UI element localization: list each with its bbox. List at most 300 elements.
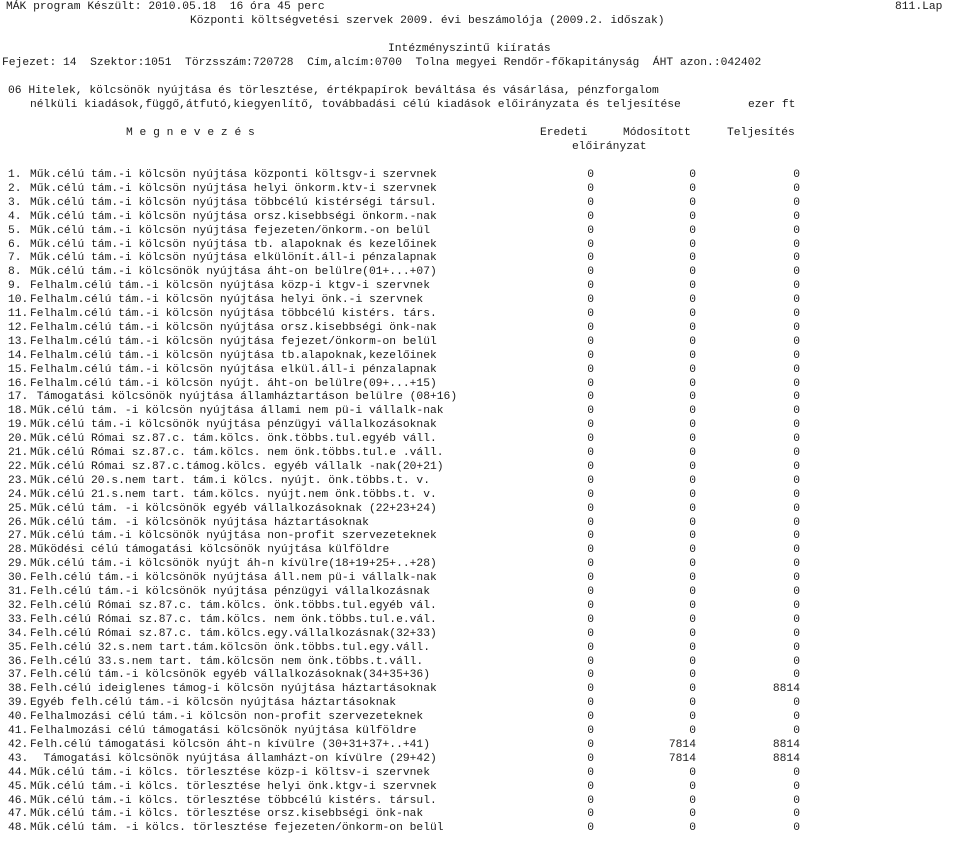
row-actual-value: 8814: [772, 752, 800, 765]
row-modified-value: 0: [689, 558, 696, 571]
table-row: [0, 502, 960, 516]
row-description: Műk.célú tám.-i kölcs. törlesztése helyi önk.ktgv-i szervnek: [30, 780, 437, 793]
table-row: [0, 807, 960, 821]
row-original-value: 0: [587, 363, 594, 376]
row-original-value: 0: [587, 641, 594, 654]
row-number: 10.: [8, 294, 29, 307]
row-original-value: 0: [587, 266, 594, 279]
row-actual-value: 0: [793, 641, 800, 654]
row-actual-value: 0: [793, 516, 800, 529]
table-row: [0, 780, 960, 794]
table-row: [0, 543, 960, 557]
row-actual-value: 0: [793, 238, 800, 251]
table-row: [0, 557, 960, 571]
row-number: 4.: [8, 210, 22, 223]
row-original-value: 0: [587, 725, 594, 737]
row-original-value: 0: [587, 433, 594, 446]
row-original-value: 0: [587, 502, 594, 515]
row-number: 28.: [8, 544, 29, 557]
row-description: Műk.célú tám.-i kölcs. törlesztése közp-i költsv-i szervnek: [30, 766, 430, 779]
table-row: [0, 738, 960, 752]
row-number: 30.: [8, 572, 29, 585]
row-modified-value: 0: [689, 433, 696, 446]
row-modified-value: 0: [689, 683, 696, 696]
row-description: Felhalm.célú tám.-i kölcsön nyújtása helyi önk.-i szervnek: [30, 294, 424, 307]
column-header-sub: előirányzat: [572, 141, 647, 153]
page-number: 811.Lap: [895, 1, 943, 13]
table-row: [0, 488, 960, 502]
table-row: [0, 182, 960, 196]
row-number: 14.: [8, 349, 29, 362]
row-number: 45.: [8, 780, 29, 793]
row-original-value: 0: [587, 419, 594, 432]
table-row: [0, 682, 960, 696]
column-header-original: Eredeti: [540, 127, 588, 139]
row-actual-value: 0: [793, 447, 800, 459]
row-original-value: 0: [587, 544, 594, 557]
row-original-value: 0: [587, 558, 594, 571]
row-number: 9.: [8, 280, 22, 293]
row-description: Műk.célú tám. -i kölcsönök nyújtása háztartásoknak: [30, 516, 369, 529]
table-row: [0, 404, 960, 418]
row-number: 19.: [8, 419, 29, 432]
row-modified-value: 0: [689, 822, 696, 835]
row-original-value: 0: [587, 822, 594, 835]
row-modified-value: 0: [689, 627, 696, 640]
row-description: Felh.célú támogatási kölcsön áht-n kívülre (30+31+37+..+41): [30, 738, 430, 751]
row-description: Műk.célú tám.-i kölcsön nyújtása központi költsgv-i szervnek: [30, 169, 437, 181]
row-description: Felh.célú 33.s.nem tart. tám.kölcsön nem önk.többs.t.váll.: [30, 655, 424, 668]
row-actual-value: 0: [793, 294, 800, 307]
row-actual-value: 0: [793, 169, 800, 181]
row-number: 12.: [8, 321, 29, 334]
row-modified-value: 0: [689, 572, 696, 585]
table-row: [0, 390, 960, 404]
column-header-name: M e g n e v e z é s: [126, 127, 255, 139]
row-description: Felh.célú Római sz.87.c. tám.kölcs.egy.vállalkozásnak(32+33): [30, 627, 437, 640]
row-number: 39.: [8, 697, 29, 710]
row-original-value: 0: [587, 196, 594, 209]
row-modified-value: 0: [689, 613, 696, 626]
row-description: Felh.célú tám.-i kölcsönök nyújtása pénzügyi vállalkozásnak: [30, 586, 430, 598]
report-header-center: Központi költségvetési szervek 2009. évi beszámolója (2009.2. időszak): [190, 15, 665, 27]
row-description: Felh.célú tám.-i kölcsönök nyújtása áll.nem pü-i vállalk-nak: [30, 572, 437, 585]
row-original-value: 0: [587, 766, 594, 779]
table-row: [0, 585, 960, 599]
row-actual-value: 0: [793, 419, 800, 432]
row-description: Műk.célú tám. -i kölcs. törlesztése fejezeten/önkorm-on belül: [30, 822, 444, 835]
table-row: [0, 529, 960, 543]
row-number: 21.: [8, 447, 29, 459]
table-row: [0, 627, 960, 641]
row-description: Támogatási kölcsönök nyújtása államháztartáson belülre (08+16): [30, 391, 458, 404]
row-actual-value: 0: [793, 669, 800, 682]
table-row: [0, 752, 960, 766]
row-number: 38.: [8, 683, 29, 696]
row-modified-value: 0: [689, 586, 696, 598]
row-modified-value: 0: [689, 238, 696, 251]
row-number: 18.: [8, 405, 29, 418]
row-modified-value: 0: [689, 474, 696, 487]
row-original-value: 0: [587, 460, 594, 473]
row-modified-value: 0: [689, 419, 696, 432]
table-row: [0, 668, 960, 682]
row-number: 31.: [8, 586, 29, 598]
row-actual-value: 0: [793, 182, 800, 195]
row-number: 5.: [8, 224, 22, 237]
row-number: 37.: [8, 669, 29, 682]
row-modified-value: 0: [689, 725, 696, 737]
row-description: Felhalm.célú tám.-i kölcsön nyújtása tb.alapoknak,kezelőinek: [30, 349, 437, 362]
row-modified-value: 0: [689, 669, 696, 682]
row-original-value: 0: [587, 599, 594, 612]
row-number: 7.: [8, 252, 22, 265]
table-row: [0, 446, 960, 460]
table-row: [0, 196, 960, 210]
row-actual-value: 0: [793, 474, 800, 487]
row-original-value: 0: [587, 683, 594, 696]
row-description: Műk.célú tám. -i kölcsönök egyéb vállalkozásoknak (22+23+24): [30, 502, 437, 515]
row-description: Felhalmozási célú támogatási kölcsönök nyújtása külföldre: [30, 725, 417, 737]
row-description: Műk.célú tám.-i kölcsön nyújtása többcélú kistérségi társul.: [30, 196, 437, 209]
row-description: Műk.célú tám.-i kölcsön nyújtása orsz.kisebbségi önkorm.-nak: [30, 210, 437, 223]
row-actual-value: 0: [793, 349, 800, 362]
row-description: Műk.célú tám.-i kölcsön nyújtása fejezeten/önkorm.-on belül: [30, 224, 430, 237]
row-modified-value: 0: [689, 252, 696, 265]
row-number: 26.: [8, 516, 29, 529]
row-original-value: 0: [587, 586, 594, 598]
row-modified-value: 0: [689, 502, 696, 515]
row-modified-value: 0: [689, 711, 696, 724]
row-actual-value: 0: [793, 308, 800, 320]
table-row: [0, 460, 960, 474]
row-original-value: 0: [587, 738, 594, 751]
row-number: 42.: [8, 738, 29, 751]
row-modified-value: 0: [689, 210, 696, 223]
row-description: Műk.célú tám.-i kölcsön nyújtása elkülönít.áll-i pénzalapnak: [30, 252, 437, 265]
row-actual-value: 0: [793, 586, 800, 598]
row-original-value: 0: [587, 613, 594, 626]
row-actual-value: 0: [793, 321, 800, 334]
row-modified-value: 0: [689, 544, 696, 557]
table-row: [0, 307, 960, 321]
row-actual-value: 0: [793, 210, 800, 223]
row-description: Műk.célú tám.-i kölcsönök nyújtása pénzügyi vállalkozásoknak: [30, 419, 437, 432]
row-modified-value: 0: [689, 780, 696, 793]
row-number: 47.: [8, 808, 29, 821]
row-modified-value: 0: [689, 766, 696, 779]
row-original-value: 0: [587, 808, 594, 821]
row-actual-value: 0: [793, 766, 800, 779]
table-row: [0, 821, 960, 835]
row-actual-value: 0: [793, 530, 800, 543]
row-actual-value: 0: [793, 433, 800, 446]
row-original-value: 0: [587, 169, 594, 181]
table-row: [0, 696, 960, 710]
row-number: 44.: [8, 766, 29, 779]
table-row: [0, 655, 960, 669]
row-actual-value: 0: [793, 405, 800, 418]
table-row: [0, 210, 960, 224]
row-number: 23.: [8, 474, 29, 487]
row-actual-value: 0: [793, 196, 800, 209]
row-modified-value: 0: [689, 405, 696, 418]
row-number: 13.: [8, 335, 29, 348]
table-row: [0, 168, 960, 182]
row-original-value: 0: [587, 377, 594, 390]
row-number: 27.: [8, 530, 29, 543]
table-row: [0, 377, 960, 391]
row-actual-value: 0: [793, 572, 800, 585]
row-actual-value: 0: [793, 613, 800, 626]
row-number: 33.: [8, 613, 29, 626]
row-actual-value: 8814: [772, 738, 800, 751]
row-number: 1.: [8, 169, 22, 181]
row-modified-value: 0: [689, 377, 696, 390]
row-description: Műk.célú tám.-i kölcsön nyújtása helyi önkorm.ktv-i szervnek: [30, 182, 437, 195]
table-row: [0, 432, 960, 446]
row-description: Felh.célú 32.s.nem tart.tám.kölcsön önk.többs.tul.egy.váll.: [30, 641, 430, 654]
table-row: [0, 794, 960, 808]
row-original-value: 0: [587, 697, 594, 710]
row-description: Egyéb felh.célú tám.-i kölcsön nyújtása háztartásoknak: [30, 697, 397, 710]
row-modified-value: 0: [689, 294, 696, 307]
table-row: [0, 279, 960, 293]
row-description: Műk.célú 21.s.nem tart. tám.kölcs. nyújt.nem önk.többs.t. v.: [30, 488, 437, 501]
row-original-value: 0: [587, 349, 594, 362]
row-original-value: 0: [587, 530, 594, 543]
table-row: [0, 613, 960, 627]
row-number: 46.: [8, 794, 29, 807]
row-actual-value: 0: [793, 266, 800, 279]
row-description: Felhalm.célú tám.-i kölcsön nyújtása többcélú kistérs. társ.: [30, 308, 437, 320]
row-description: Műk.célú 20.s.nem tart. tám.i kölcs. nyújt. önk.többs.t. v.: [30, 474, 430, 487]
row-original-value: 0: [587, 655, 594, 668]
row-original-value: 0: [587, 238, 594, 251]
table-row: [0, 335, 960, 349]
row-actual-value: 0: [793, 363, 800, 376]
row-number: 20.: [8, 433, 29, 446]
row-description: Felhalm.célú tám.-i kölcsön nyújtása fejezet/önkorm-on belül: [30, 335, 437, 348]
row-number: 35.: [8, 641, 29, 654]
row-number: 48.: [8, 822, 29, 835]
table-row: [0, 238, 960, 252]
row-actual-value: 0: [793, 780, 800, 793]
row-number: 29.: [8, 558, 29, 571]
row-actual-value: 0: [793, 655, 800, 668]
row-modified-value: 7814: [668, 752, 696, 765]
row-description: Felhalm.célú tám.-i kölcsön nyújtása orsz.kisebbségi önk-nak: [30, 321, 437, 334]
table-row: [0, 363, 960, 377]
row-original-value: 0: [587, 280, 594, 293]
row-actual-value: 0: [793, 822, 800, 835]
row-description: Műk.célú tám.-i kölcsönök nyújtása áht-on belülre(01+...+07): [30, 266, 437, 279]
row-actual-value: 0: [793, 252, 800, 265]
row-original-value: 0: [587, 182, 594, 195]
row-original-value: 0: [587, 488, 594, 501]
row-description: Műk.célú tám.-i kölcs. törlesztése többcélú kistérs. társul.: [30, 794, 437, 807]
row-modified-value: 0: [689, 224, 696, 237]
row-modified-value: 0: [689, 488, 696, 501]
row-modified-value: 0: [689, 363, 696, 376]
row-number: 17.: [8, 391, 29, 404]
row-original-value: 0: [587, 335, 594, 348]
row-description: Felhalm.célú tám.-i kölcsön nyújtása közp-i ktgv-i szervnek: [30, 280, 430, 293]
row-actual-value: 0: [793, 280, 800, 293]
row-modified-value: 0: [689, 794, 696, 807]
row-number: 36.: [8, 655, 29, 668]
row-modified-value: 0: [689, 182, 696, 195]
report-subtitle: Intézményszintű kiíratás: [388, 43, 551, 55]
table-row: [0, 641, 960, 655]
row-number: 24.: [8, 488, 29, 501]
row-actual-value: 0: [793, 697, 800, 710]
row-modified-value: 0: [689, 308, 696, 320]
row-number: 32.: [8, 599, 29, 612]
table-row: [0, 349, 960, 363]
row-description: Műk.célú Római sz.87.c.támog.kölcs. egyéb vállalk -nak(20+21): [30, 460, 444, 473]
row-description: Támogatási kölcsönök nyújtása államházt-on kívülre (29+42): [30, 752, 437, 765]
row-description: Műk.célú tám.-i kölcsön nyújtása tb. alapoknak és kezelőinek: [30, 238, 437, 251]
row-number: 15.: [8, 363, 29, 376]
row-number: 22.: [8, 460, 29, 473]
table-row: [0, 724, 960, 738]
row-actual-value: 0: [793, 711, 800, 724]
row-original-value: 0: [587, 516, 594, 529]
row-modified-value: 0: [689, 196, 696, 209]
row-modified-value: 0: [689, 655, 696, 668]
row-modified-value: 0: [689, 599, 696, 612]
row-actual-value: 0: [793, 502, 800, 515]
row-modified-value: 0: [689, 321, 696, 334]
row-modified-value: 0: [689, 280, 696, 293]
row-actual-value: 0: [793, 808, 800, 821]
table-row: [0, 224, 960, 238]
row-original-value: 0: [587, 405, 594, 418]
table-row: [0, 571, 960, 585]
unit-label: ezer ft: [748, 99, 796, 111]
row-modified-value: 0: [689, 335, 696, 348]
row-actual-value: 0: [793, 725, 800, 737]
table-row: [0, 265, 960, 279]
row-actual-value: 0: [793, 794, 800, 807]
row-original-value: 0: [587, 294, 594, 307]
row-original-value: 0: [587, 391, 594, 404]
row-original-value: 0: [587, 711, 594, 724]
row-description: Felh.célú tám.-i kölcsönök egyéb vállalkozásoknak(34+35+36): [30, 669, 430, 682]
table-row: [0, 418, 960, 432]
row-original-value: 0: [587, 794, 594, 807]
table-row: [0, 293, 960, 307]
row-original-value: 0: [587, 321, 594, 334]
row-original-value: 0: [587, 224, 594, 237]
row-description: Felhalmozási célú tám.-i kölcsön non-profit szervezeteknek: [30, 711, 424, 724]
row-number: 2.: [8, 182, 22, 195]
row-number: 3.: [8, 196, 22, 209]
table-row: [0, 474, 960, 488]
row-actual-value: 0: [793, 377, 800, 390]
row-description: Működési célú támogatási kölcsönök nyújtása külföldre: [30, 544, 390, 557]
row-number: 6.: [8, 238, 22, 251]
row-modified-value: 0: [689, 530, 696, 543]
row-description: Felh.célú Római sz.87.c. tám.kölcs. nem önk.többs.tul.e.vál.: [30, 613, 437, 626]
row-original-value: 0: [587, 447, 594, 459]
row-number: 40.: [8, 711, 29, 724]
row-description: Műk.célú tám.-i kölcs. törlesztése orsz.kisebbségi önk-nak: [30, 808, 424, 821]
row-description: Felh.célú Római sz.87.c. tám.kölcs. önk.többs.tul.egyéb vál.: [30, 599, 437, 612]
section-title-line1: 06 Hitelek, kölcsönök nyújtása és törlesztése, értékpapírok beváltása és vásárlása, pénzforgalom: [8, 85, 659, 97]
row-original-value: 0: [587, 669, 594, 682]
row-actual-value: 0: [793, 391, 800, 404]
row-number: 8.: [8, 266, 22, 279]
row-description: Műk.célú Római sz.87.c. tám.kölcs. nem önk.többs.tul.e .váll.: [30, 447, 444, 459]
row-original-value: 0: [587, 572, 594, 585]
row-actual-value: 0: [793, 558, 800, 571]
section-title-line2: nélküli kiadások,függő,átfutó,kiegyenlítő, továbbadási célú kiadások előirányzata és teljesítése: [30, 99, 681, 111]
row-modified-value: 0: [689, 169, 696, 181]
row-actual-value: 0: [793, 460, 800, 473]
table-row: [0, 710, 960, 724]
row-number: 43.: [8, 752, 29, 765]
row-modified-value: 0: [689, 697, 696, 710]
row-number: 11.: [8, 308, 29, 320]
report-header-left: MÁK program Készült: 2010.05.18 16 óra 45 perc: [6, 1, 325, 13]
row-actual-value: 0: [793, 488, 800, 501]
column-header-modified: Módosított: [623, 127, 691, 139]
row-description: Felhalm.célú tám.-i kölcsön nyújt. áht-on belülre(09+...+15): [30, 377, 437, 390]
row-number: 34.: [8, 627, 29, 640]
row-modified-value: 0: [689, 460, 696, 473]
row-actual-value: 8814: [772, 683, 800, 696]
row-number: 25.: [8, 502, 29, 515]
row-original-value: 0: [587, 627, 594, 640]
row-modified-value: 0: [689, 447, 696, 459]
column-header-actual: Teljesítés: [727, 127, 795, 139]
table-row: [0, 516, 960, 530]
table-row: [0, 766, 960, 780]
table-row: [0, 599, 960, 613]
row-actual-value: 0: [793, 224, 800, 237]
row-original-value: 0: [587, 780, 594, 793]
row-original-value: 0: [587, 252, 594, 265]
row-original-value: 0: [587, 474, 594, 487]
row-modified-value: 0: [689, 391, 696, 404]
row-original-value: 0: [587, 308, 594, 320]
row-number: 41.: [8, 725, 29, 737]
row-description: Műk.célú Római sz.87.c. tám.kölcs. önk.többs.tul.egyéb váll.: [30, 433, 437, 446]
table-row: [0, 321, 960, 335]
row-original-value: 0: [587, 752, 594, 765]
row-modified-value: 0: [689, 266, 696, 279]
row-description: Műk.célú tám.-i kölcsönök nyújtása non-profit szervezeteknek: [30, 530, 437, 543]
row-number: 16.: [8, 377, 29, 390]
row-original-value: 0: [587, 210, 594, 223]
table-row: [0, 251, 960, 265]
row-description: Felh.célú ideiglenes támog-i kölcsön nyújtása háztartásoknak: [30, 683, 437, 696]
row-description: Műk.célú tám.-i kölcsönök nyújt áh-n kívülre(18+19+25+..+28): [30, 558, 437, 571]
row-actual-value: 0: [793, 599, 800, 612]
row-modified-value: 7814: [668, 738, 696, 751]
report-info-line: Fejezet: 14 Szektor:1051 Törzsszám:720728 Cím,alcím:0700 Tolna megyei Rendőr-főkapitányság ÁHT azon.:042402: [2, 57, 762, 69]
row-actual-value: 0: [793, 335, 800, 348]
row-description: Műk.célú tám. -i kölcsön nyújtása állami nem pü-i vállalk-nak: [30, 405, 444, 418]
row-actual-value: 0: [793, 627, 800, 640]
row-modified-value: 0: [689, 516, 696, 529]
row-actual-value: 0: [793, 544, 800, 557]
row-modified-value: 0: [689, 641, 696, 654]
row-modified-value: 0: [689, 808, 696, 821]
row-modified-value: 0: [689, 349, 696, 362]
